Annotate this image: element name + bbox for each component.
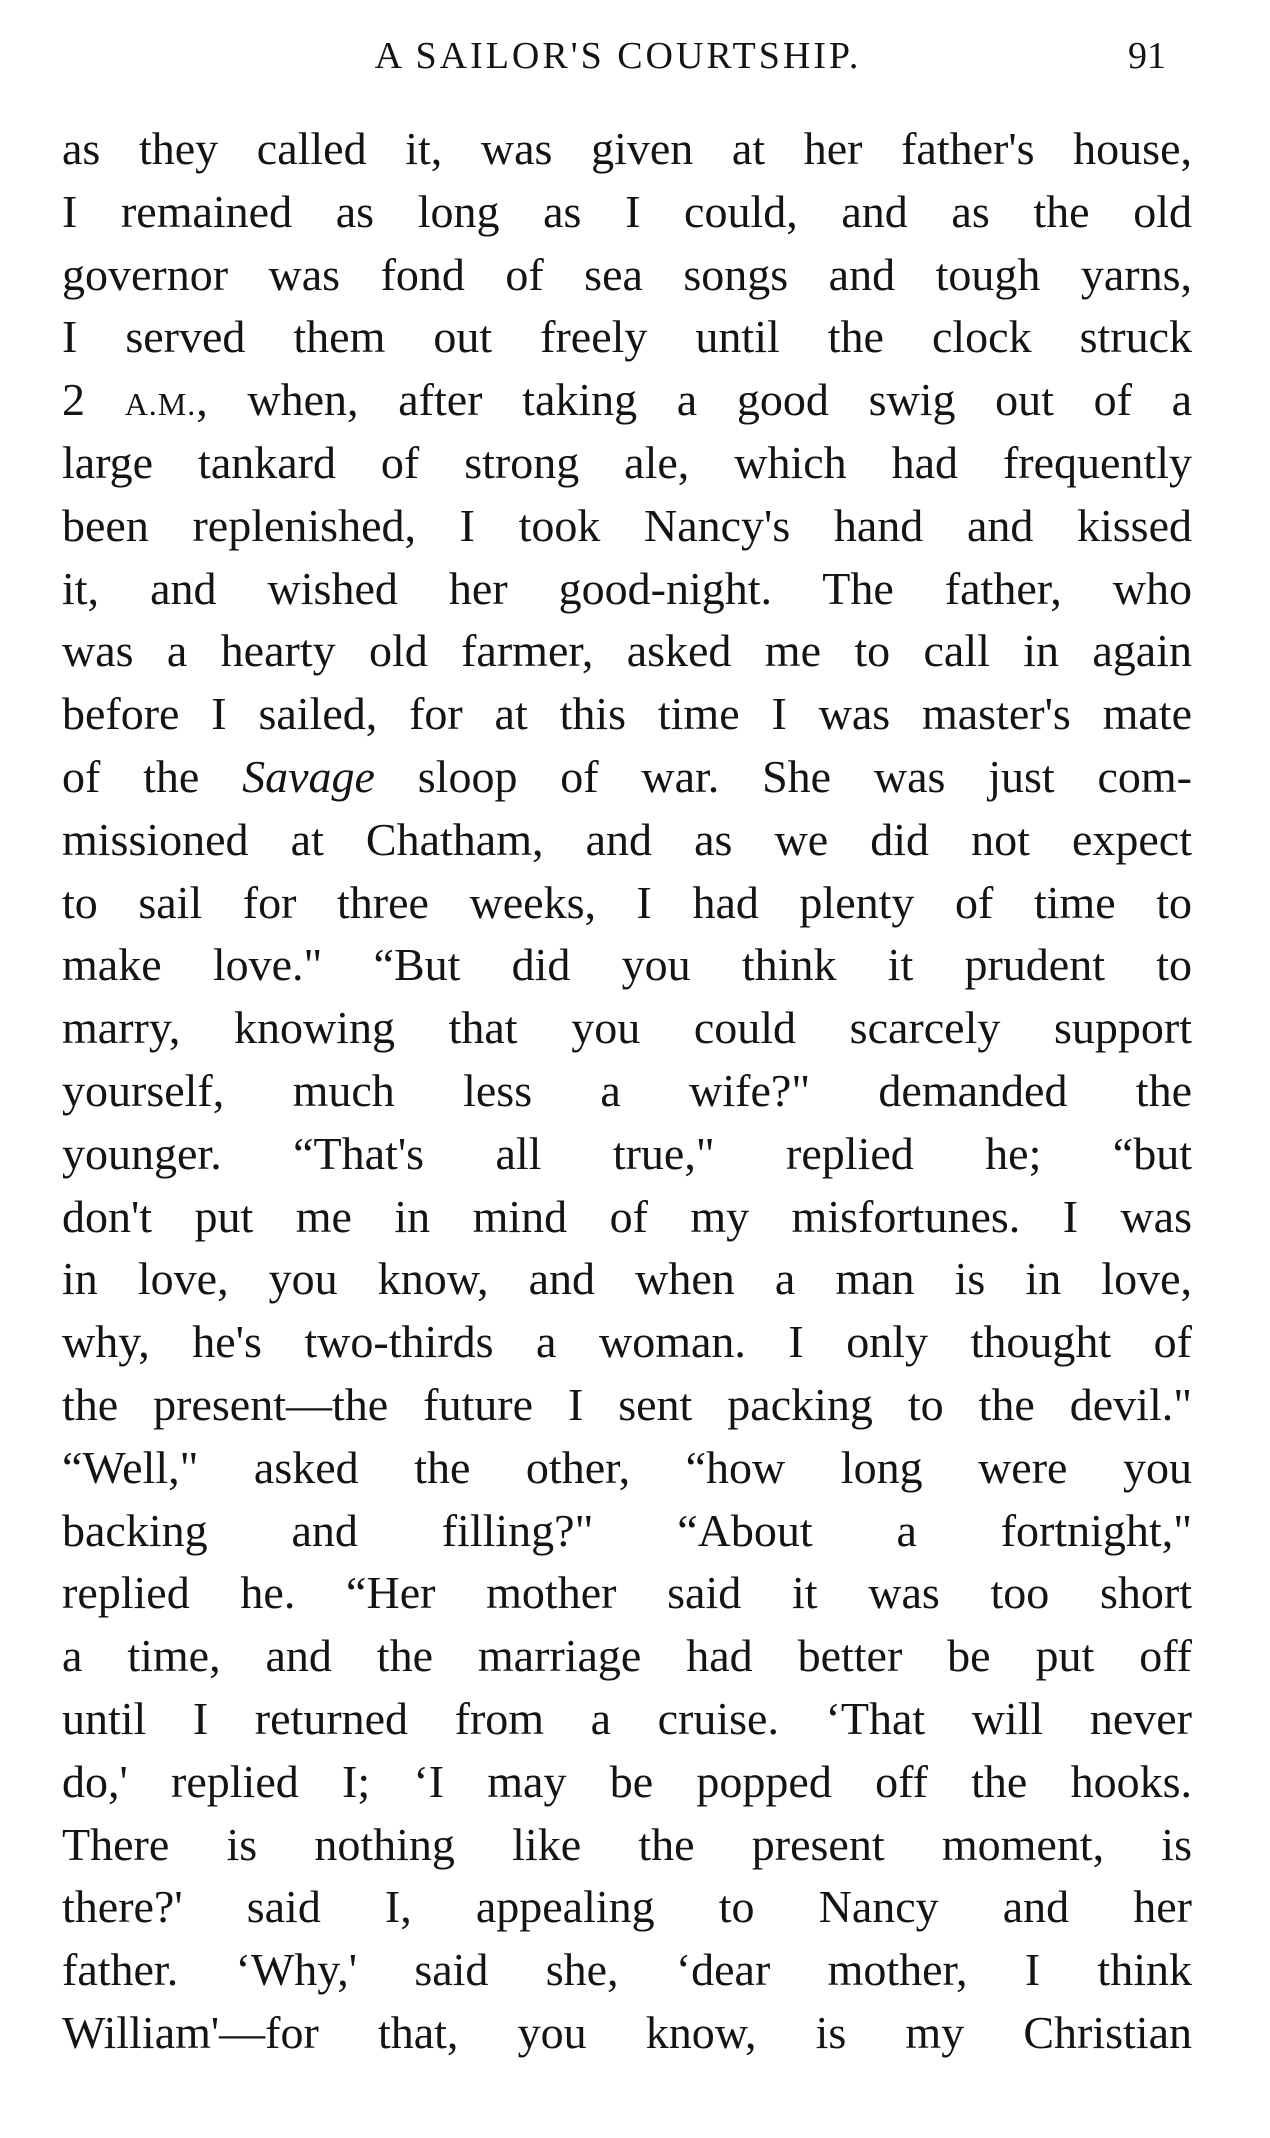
text-line [62,558,1192,621]
text-run: as they called it, was given at her father's house, [62,123,1192,174]
text-line [62,809,1192,872]
text-line [62,1751,1192,1814]
text-line [62,181,1192,244]
text-line [62,683,1192,746]
text-line [62,1876,1192,1939]
text-run: of the [62,750,243,802]
running-title: A SAILOR'S COURTSHIP. [374,35,862,77]
text-run: until I returned from a cruise. ‘That will never [62,1692,1192,1744]
text-run: 2 [62,374,125,426]
text-run: marry, knowing that you could scarcely support [62,1002,1192,1054]
text-run: replied he. “Her mother said it was too short [62,1567,1192,1619]
text-line [62,369,1192,432]
text-line [62,1060,1192,1123]
text-run: been replenished, I took Nancy's hand and kissed [62,499,1192,551]
text-line [62,1939,1192,2002]
text-line [62,244,1192,307]
text-run: “Well," asked the other, “how long were you [62,1441,1192,1493]
text-line [62,118,1192,181]
text-run: the present—the future I sent packing to the devil." [62,1378,1192,1430]
text-run: do,' replied I; ‘I may be popped off the hooks. [62,1755,1192,1807]
text-run: sloop of war. She was just com- [374,750,1192,802]
text-run: make love." “But did you think it prudent to [62,939,1192,991]
text-line [62,934,1192,997]
text-run: yourself, much less a wife?" demanded the [62,1064,1192,1116]
text-run: large tankard of strong ale, which had frequently [62,436,1192,488]
text-run: don't put me in mind of my misfortunes. I was [62,1190,1192,1242]
text-run: father. ‘Why,' said she, ‘dear mother, I think [62,1944,1192,1996]
text-run: in love, you know, and when a man is in love, [62,1253,1192,1305]
text-run: governor was fond of sea songs and tough yarns, [62,248,1192,300]
text-run: missioned at Chatham, and as we did not expect [62,813,1192,865]
text-line [62,1374,1192,1437]
text-line [62,1186,1192,1249]
page-number: 91 [1128,35,1166,77]
text-line [62,997,1192,1060]
text-line [62,1814,1192,1877]
body-text [62,118,1192,2065]
text-line [62,495,1192,558]
text-run: , when, after taking a good swig out of a [196,374,1192,426]
running-head [62,30,1174,82]
text-run: I served them out freely until the clock struck [62,311,1192,363]
text-run: William'—for that, you know, is my Christian [62,2006,1192,2058]
text-line [62,1500,1192,1563]
small-caps-time: A.M. [124,386,197,423]
text-run: it, and wished her good-night. The father, who [62,562,1192,614]
text-line [62,306,1192,369]
text-run: was a hearty old farmer, asked me to call in again [62,625,1192,677]
text-line [62,746,1192,809]
text-run: there?' said I, appealing to Nancy and her [62,1881,1192,1933]
text-line [62,1688,1192,1751]
text-line [62,1562,1192,1625]
text-run: before I sailed, for at this time I was master's mate [62,688,1192,740]
text-run: why, he's two-thirds a woman. I only thought of [62,1316,1192,1368]
text-run: There is nothing like the present moment, is [62,1818,1192,1870]
text-run: backing and filling?" “About a fortnight," [62,1504,1192,1556]
text-run: to sail for three weeks, I had plenty of time to [62,876,1192,928]
text-run: I remained as long as I could, and as the old [62,185,1192,237]
text-run: a time, and the marriage had better be put off [62,1630,1192,1682]
text-line [62,620,1192,683]
text-line [62,1311,1192,1374]
text-line [62,872,1192,935]
text-line [62,1437,1192,1500]
text-line [62,1625,1192,1688]
text-line [62,1123,1192,1186]
text-line [62,2002,1192,2065]
text-run: younger. “That's all true," replied he; “but [62,1127,1192,1179]
italic-ship-name: Savage [242,750,375,802]
text-line [62,432,1192,495]
text-line [62,1248,1192,1311]
